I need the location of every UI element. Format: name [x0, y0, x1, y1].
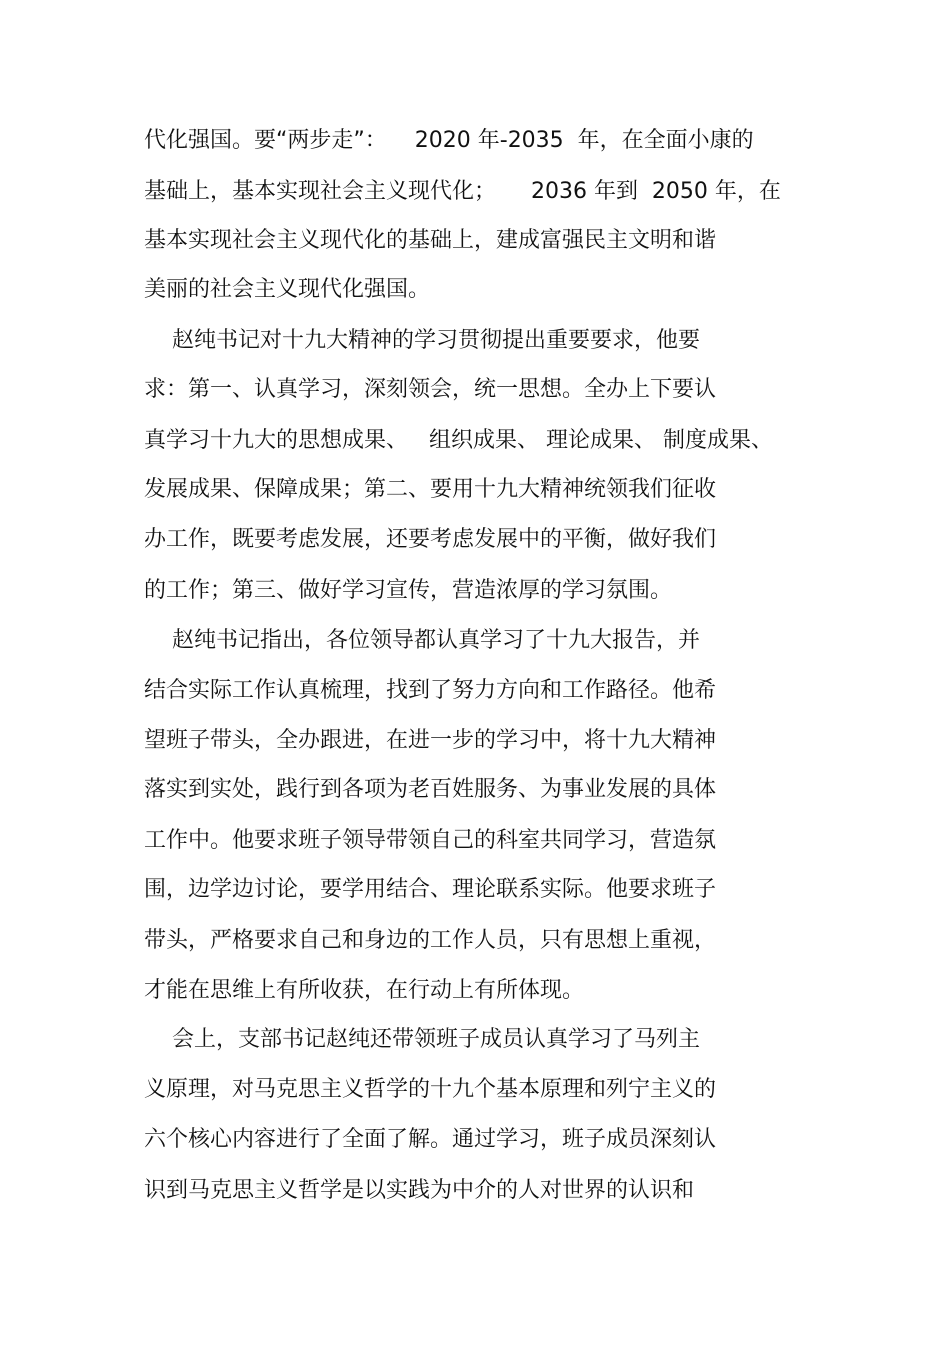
text-line: 带头，严格要求自己和身边的工作人员，只有思想上重视，	[144, 928, 717, 953]
text-line: 代化强国。要“两步走”： 2020 年-2035 年，在全面小康的	[144, 128, 754, 153]
text-line: 望班子带头，全办跟进，在进一步的学习中，将十九大精神	[144, 728, 717, 753]
text-line: 赵纯书记对十九大精神的学习贯彻提出重要要求，他要	[144, 328, 700, 353]
text-line: 的工作；第三、做好学习宣传，营造浓厚的学习氛围。	[144, 578, 673, 603]
text-line: 工作中。他要求班子领导带领自己的科室共同学习，营造氛	[144, 828, 717, 853]
text-line: 结合实际工作认真梳理，找到了努力方向和工作路径。他希	[144, 678, 717, 703]
text-line: 美丽的社会主义现代化强国。	[144, 277, 431, 302]
text-line: 基础上，基本实现社会主义现代化； 2036 年到 2050 年，在	[144, 179, 781, 204]
text-line: 义原理，对马克思主义哲学的十九个基本原理和列宁主义的	[144, 1077, 717, 1102]
text-line: 基本实现社会主义现代化的基础上，建成富强民主文明和谐	[144, 228, 717, 253]
text-line: 才能在思维上有所收获，在行动上有所体现。	[144, 978, 585, 1003]
text-line: 六个核心内容进行了全面了解。通过学习，班子成员深刻认	[144, 1127, 717, 1152]
text-line: 求：第一、认真学习，深刻领会，统一思想。全办上下要认	[144, 377, 717, 402]
text-line: 赵纯书记指出，各位领导都认真学习了十九大报告，并	[144, 628, 700, 653]
text-line: 落实到实处，践行到各项为老百姓服务、为事业发展的具体	[144, 777, 717, 802]
text-line: 发展成果、保障成果；第二、要用十九大精神统领我们征收	[144, 477, 717, 502]
text-line: 会上，支部书记赵纯还带领班子成员认真学习了马列主	[144, 1027, 700, 1052]
text-line: 识到马克思主义哲学是以实践为中介的人对世界的认识和	[144, 1178, 695, 1203]
text-line: 围，边学边讨论，要学用结合、理论联系实际。他要求班子	[144, 877, 717, 902]
text-line: 办工作，既要考虑发展，还要考虑发展中的平衡，做好我们	[144, 527, 717, 552]
text-line: 真学习十九大的思想成果、 组织成果、 理论成果、 制度成果、	[144, 428, 773, 453]
